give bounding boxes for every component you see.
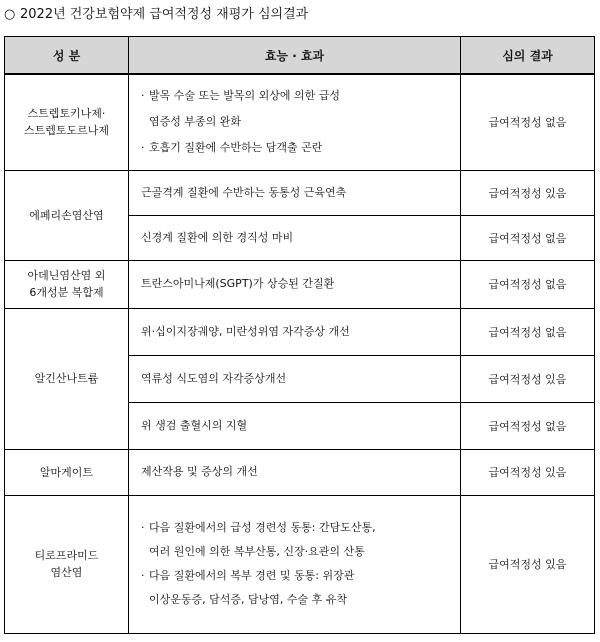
review-results-table [4,36,595,634]
effect-cell: 신경계 질환에 의한 경직성 마비 [129,215,461,260]
component-cell [5,74,129,170]
effect-bullet: · 발목 수술 또는 발목의 외상에 의한 급성 [141,89,340,103]
component-name-line: 6개성분 복합제 [29,286,104,299]
effect-text: 여러 원인에 의한 복부산통, 신장·요관의 산통 [149,545,365,558]
result-cell: 급여적정성 없음 [461,308,595,355]
effect-cell: 역류성 식도염의 자각증상개선 [129,355,461,402]
result-cell: 급여적정성 없음 [461,215,595,260]
effect-cell: 위·십이지장궤양, 미란성위염 자각증상 개선 [129,308,461,355]
component-cell [5,495,129,633]
component-cell [5,260,129,308]
effect-text: 이상운동증, 담석증, 담낭염, 수술 후 유착 [149,593,347,606]
table-row [5,170,595,215]
header-component: 성 분 [5,37,129,75]
effect-cell: 위 생검 출혈시의 지혈 [129,402,461,449]
effect-bullet: · 호흡기 질환에 수반하는 담객출 곤란 [141,141,323,155]
effect-text: 다음 질환에서의 급성 경련성 동통: 간담도산통, [149,521,376,534]
table-row [5,260,595,308]
result-cell: 급여적정성 있음 [461,449,595,495]
component-name-line: 에페리손염산염 [29,208,104,222]
component-cell [5,449,129,495]
effect-cell: 제산작용 및 증상의 개선 [129,449,461,495]
effect-text: 염증성 부종의 완화 [149,115,242,129]
result-cell: 급여적정성 없음 [461,74,595,170]
effect-bullet-continued [141,540,460,564]
table-row [5,308,595,355]
effect-text: 다음 질환에서의 복부 경련 및 동통: 위장관 [149,569,355,582]
effect-cell [129,495,461,633]
result-cell: 급여적정성 있음 [461,495,595,633]
effect-bullet: · 다음 질환에서의 급성 경련성 동통: 간담도산통, [141,521,376,534]
effect-cell [129,74,461,170]
result-cell: 급여적정성 있음 [461,170,595,215]
component-name-line: 알마게이트 [39,465,94,479]
component-name-line: 스트렙토도르나제 [23,124,109,138]
component-name-line: 알긴산나트륨 [34,372,99,385]
result-cell: 급여적정성 없음 [461,402,595,449]
table-row [5,495,595,633]
component-name-line: 염산염 [50,566,83,579]
component-name-line: 티로프라미드 [34,549,99,562]
effect-text: 호흡기 질환에 수반하는 담객출 곤란 [149,141,323,155]
result-cell: 급여적정성 없음 [461,260,595,308]
effect-cell: 트란스아미나제(SGPT)가 상승된 간질환 [129,260,461,308]
effect-bullet-continued [141,109,460,135]
header-effect: 효능 · 효과 [129,37,461,75]
effect-bullet: · 다음 질환에서의 복부 경련 및 동통: 위장관 [141,569,355,582]
table-row [5,449,595,495]
table-header-row [5,37,595,75]
effect-text: 발목 수술 또는 발목의 외상에 의한 급성 [149,89,340,103]
table-row [5,74,595,170]
effect-cell: 근골격계 질환에 수반하는 동통성 근육연축 [129,170,461,215]
document-title [4,6,308,24]
circle-marker: ○ [4,7,16,22]
result-cell: 급여적정성 있음 [461,355,595,402]
header-result: 심의 결과 [461,37,595,75]
component-cell [5,170,129,260]
component-cell [5,308,129,449]
component-name-line: 스트렙토키나제· [27,107,106,121]
title-text: 2022년 건강보험약제 급여적정성 재평가 심의결과 [20,7,309,22]
effect-bullet-continued [141,588,460,612]
component-name-line: 아데닌염산염 외 [27,269,106,282]
